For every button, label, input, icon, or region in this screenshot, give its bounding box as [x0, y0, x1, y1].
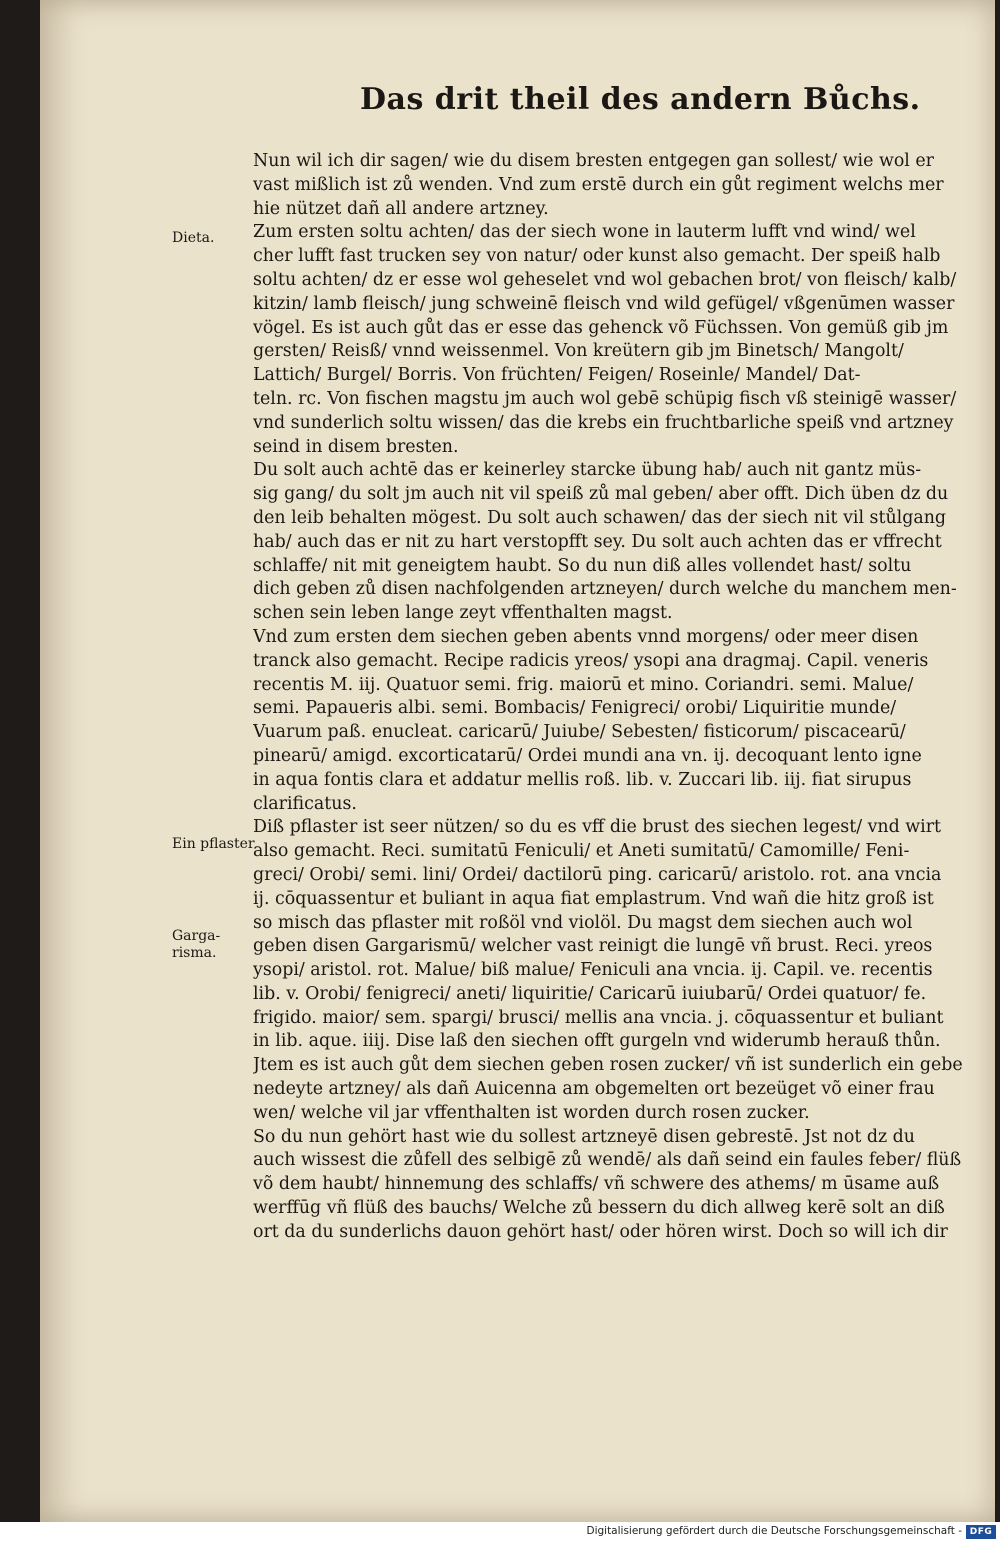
text-line: ort da du sunderlichs dauon gehört hast/ oder hören wirst. Doch so will ich dir: [253, 1221, 948, 1242]
text-line: frigido. maior/ sem. spargi/ brusci/ mellis ana vncia. j. cōquassentur et buliant: [253, 1007, 944, 1028]
marginal-note-line: Ein pflaster: [172, 836, 255, 852]
text-line: nedeyte artzney/ als dañ Auicenna am obgemelten ort bezeüget võ einer frau: [253, 1079, 935, 1100]
text-line: ysopi/ aristol. rot. Malue/ biß malue/ Feniculi ana vncia. ij. Capil. ve. recentis: [253, 960, 933, 981]
text-line: recentis M. iij. Quatuor semi. frig. maiorū et mino. Coriandri. semi. Malue/: [253, 674, 914, 695]
marginal-note-line: Dieta.: [172, 230, 215, 246]
text-line: Zum ersten soltu achten/ das der siech wone in lauterm lufft vnd wind/ wel: [253, 222, 916, 243]
text-line: cher lufft fast trucken sey von natur/ oder kunst also gemacht. Der speiß halb: [253, 246, 941, 267]
text-line: tranck also gemacht. Recipe radicis yreos/ ysopi ana dragmaj. Capil. veneris: [253, 650, 929, 671]
text-line: kitzin/ lamb fleisch/ jung schweinē fleisch vnd wild gefügel/ vßgenūmen wasser: [253, 293, 955, 314]
text-line: in lib. aque. iiij. Dise laß den siechen offt gurgeln vnd widerumb herauß thůn.: [253, 1031, 941, 1052]
text-line: vast mißlich ist zů wenden. Vnd zum erstē durch ein gůt regiment welchs mer: [253, 174, 944, 195]
text-line: Vnd zum ersten dem siechen geben abents vnnd morgens/ oder meer disen: [253, 626, 919, 647]
text-line: semi. Papaueris albi. semi. Bombacis/ Fenigreci/ orobi/ Liquiritie munde/: [253, 698, 897, 719]
text-line: hab/ auch das er nit zu hart verstopfft sey. Du solt auch achten das er vffrecht: [253, 531, 942, 552]
text-line: Du solt auch achtē das er keinerley starcke übung hab/ auch nit gantz müs-: [253, 460, 922, 481]
book-page: [40, 0, 995, 1522]
text-line: Jtem es ist auch gůt dem siechen geben rosen zucker/ vñ ist sunderlich ein gebe: [253, 1055, 963, 1076]
credit-bar: [0, 1522, 1000, 1542]
text-line: seind in disem bresten.: [253, 436, 459, 457]
text-line: wen/ welche vil jar vffenthalten ist worden durch rosen zucker.: [253, 1102, 810, 1123]
text-line: teln. rc. Von fischen magstu jm auch wol gebē schüpig fisch vß steinigē wasser/: [253, 388, 957, 409]
text-line: den leib behalten mögest. Du solt auch schawen/ das der siech nit vil stůlgang: [253, 507, 947, 528]
text-line: võ dem haubt/ hinnemung des schlaffs/ vñ schwere des athems/ m ūsame auß: [253, 1174, 940, 1195]
marginal-note-line: risma.: [172, 945, 217, 961]
text-line: Lattich/ Burgel/ Borris. Von früchten/ Feigen/ Roseinle/ Mandel/ Dat-: [253, 365, 861, 386]
text-line: schlaffe/ nit mit geneigtem haubt. So du nun diß alles vollendet hast/ soltu: [253, 555, 912, 576]
marginal-note-dieta: [172, 230, 262, 247]
marginal-note-gargarisma: [172, 928, 262, 962]
text-line: vögel. Es ist auch gůt das er esse das gehenck võ Füchssen. Von gemüß gib jm: [253, 317, 949, 338]
text-line: soltu achten/ dz er esse wol geheselet vnd wol gebachen brot/ von fleisch/ kalb/: [253, 269, 957, 290]
text-line: Vuarum paß. enucleat. caricarū/ Juiube/ Sebesten/ fisticorum/ piscacearū/: [253, 722, 906, 743]
text-line: so misch das pflaster mit roßöl vnd violöl. Du magst dem siechen auch wol: [253, 912, 913, 933]
text-line: dich geben zů disen nachfolgenden artzneyen/ durch welche du manchem men-: [253, 579, 957, 600]
text-line: Nun wil ich dir sagen/ wie du disem bresten entgegen gan sollest/ wie wol er: [253, 151, 934, 171]
text-line: hie nützet dañ all andere artzney.: [253, 198, 549, 219]
text-line: geben disen Gargarismū/ welcher vast reinigt die lungē vñ brust. Reci. yreos: [253, 936, 933, 957]
text-line: in aqua fontis clara et addatur mellis roß. lib. v. Zuccari lib. iij. fiat sirupus: [253, 769, 912, 790]
text-line: vnd sunderlich soltu wissen/ das die krebs ein fruchtbarliche speiß vnd artzney: [253, 412, 954, 433]
text-line: also gemacht. Reci. sumitatū Feniculi/ et Aneti sumitatū/ Camomille/ Feni-: [253, 841, 910, 862]
text-line: pinearū/ amigd. excorticatarū/ Ordei mundi ana vn. ij. decoquant lento igne: [253, 745, 922, 766]
text-line: Diß pflaster ist seer nützen/ so du es vff die brust des siechen legest/ vnd wirt: [253, 817, 942, 838]
running-title: Das drit theil des andern Bůchs.: [360, 82, 921, 117]
dfg-logo[interactable]: DFG: [966, 1525, 996, 1539]
text-line: werffūg vñ flüß des bauchs/ Welche zů bessern du dich allweg kerē solt an diß: [253, 1198, 945, 1219]
text-line: clarificatus.: [253, 793, 357, 814]
marginal-note-line: Garga-: [172, 928, 221, 944]
funding-credit: Digitalisierung gefördert durch die Deutsche Forschungsgemeinschaft -: [586, 1525, 962, 1537]
text-line: auch wissest die zůfell des selbigē zů wendē/ als dañ seind ein faules feber/ flüß: [253, 1150, 962, 1171]
text-line: sig gang/ du solt jm auch nit vil speiß zů mal geben/ aber offt. Dich üben dz du: [253, 484, 949, 505]
text-line: ij. cōquassentur et buliant in aqua fiat emplastrum. Vnd wañ die hitz groß ist: [253, 888, 934, 909]
text-line: schen sein leben lange zeyt vffenthalten magst.: [253, 603, 673, 624]
text-line: lib. v. Orobi/ fenigreci/ aneti/ liquiritie/ Caricarū iuiubarū/ Ordei quatuor/ fe.: [253, 983, 927, 1004]
body-text: [253, 150, 988, 1245]
text-line: So du nun gehört hast wie du sollest artzneyē disen gebrestē. Jst not dz du: [253, 1126, 915, 1147]
text-line: greci/ Orobi/ semi. lini/ Ordei/ dactilorū ping. caricarū/ aristolo. rot. ana vncia: [253, 864, 942, 885]
marginal-note-pflaster: [172, 836, 262, 853]
text-line: gersten/ Reisß/ vnnd weissenmel. Von kreütern gib jm Binetsch/ Mangolt/: [253, 341, 904, 362]
